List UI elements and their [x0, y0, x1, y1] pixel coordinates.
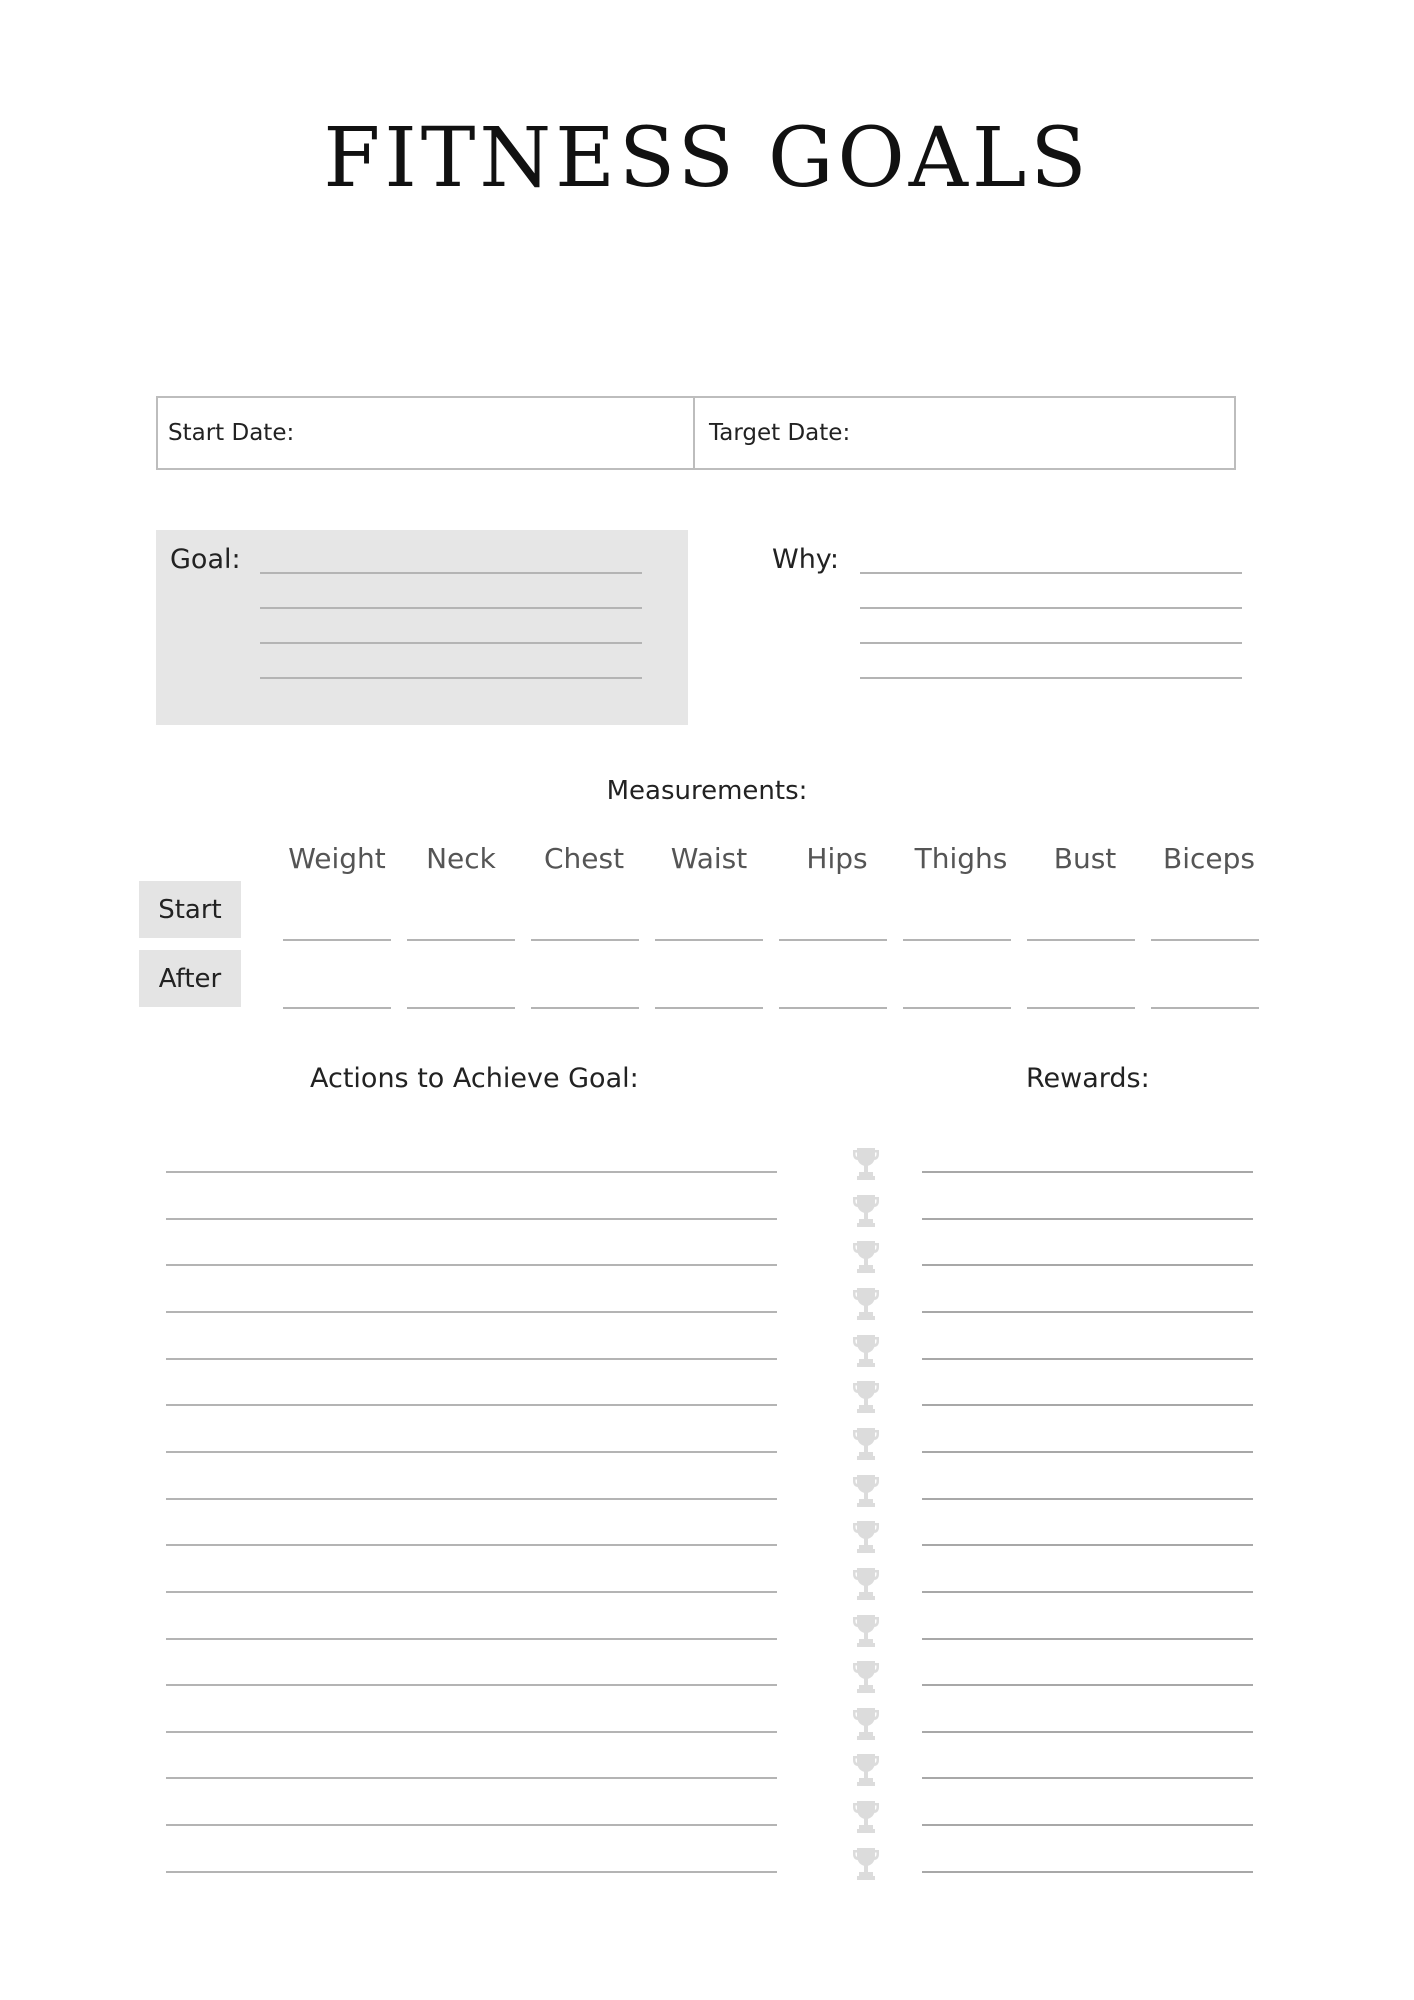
why-line[interactable]: [860, 572, 1242, 574]
action-line[interactable]: [166, 1498, 777, 1500]
measurement-column-header: Hips: [806, 842, 868, 875]
trophy-icon: [852, 1239, 880, 1275]
measurement-row-start: Start: [139, 881, 241, 938]
actions-title: Actions to Achieve Goal:: [310, 1063, 639, 1094]
start-measurement-input[interactable]: [407, 939, 515, 941]
start-date-label: Start Date:: [168, 420, 295, 446]
start-date-field[interactable]: [158, 398, 693, 468]
goal-line[interactable]: [260, 642, 642, 644]
trophy-icon: [852, 1846, 880, 1882]
action-line[interactable]: [166, 1358, 777, 1360]
why-line[interactable]: [860, 607, 1242, 609]
after-measurement-input[interactable]: [903, 1007, 1011, 1009]
action-line[interactable]: [166, 1311, 777, 1313]
trophy-icon: [852, 1706, 880, 1742]
goal-line[interactable]: [260, 677, 642, 679]
measurement-column-header: Chest: [543, 842, 625, 875]
action-line[interactable]: [166, 1684, 777, 1686]
trophy-icon: [852, 1519, 880, 1555]
start-measurement-input[interactable]: [779, 939, 887, 941]
action-line[interactable]: [166, 1871, 777, 1873]
trophy-icon: [852, 1752, 880, 1788]
start-measurement-input[interactable]: [283, 939, 391, 941]
after-measurement-input[interactable]: [407, 1007, 515, 1009]
reward-line[interactable]: [922, 1311, 1253, 1313]
after-measurement-input[interactable]: [779, 1007, 887, 1009]
trophy-icon: [852, 1566, 880, 1602]
after-measurement-input[interactable]: [1027, 1007, 1135, 1009]
trophy-icon: [852, 1659, 880, 1695]
measurement-column-header: Thighs: [914, 842, 1008, 875]
trophy-icon: [852, 1379, 880, 1415]
measurement-column-header: Waist: [670, 842, 748, 875]
reward-line[interactable]: [922, 1264, 1253, 1266]
start-measurement-input[interactable]: [1027, 939, 1135, 941]
why-label: Why:: [772, 544, 839, 575]
trophy-icon: [852, 1146, 880, 1182]
goal-line[interactable]: [260, 607, 642, 609]
start-measurement-input[interactable]: [655, 939, 763, 941]
reward-line[interactable]: [922, 1218, 1253, 1220]
trophy-icon: [852, 1799, 880, 1835]
action-line[interactable]: [166, 1451, 777, 1453]
after-measurement-input[interactable]: [1151, 1007, 1259, 1009]
date-box: [156, 396, 1236, 470]
start-measurement-input[interactable]: [1151, 939, 1259, 941]
measurement-column-header: Bust: [1053, 842, 1117, 875]
trophy-icon: [852, 1286, 880, 1322]
trophy-icon: [852, 1333, 880, 1369]
trophy-icon: [852, 1193, 880, 1229]
action-line[interactable]: [166, 1218, 777, 1220]
why-line[interactable]: [860, 642, 1242, 644]
reward-line[interactable]: [922, 1451, 1253, 1453]
reward-line[interactable]: [922, 1591, 1253, 1593]
after-measurement-input[interactable]: [655, 1007, 763, 1009]
reward-line[interactable]: [922, 1358, 1253, 1360]
target-date-label: Target Date:: [709, 420, 851, 446]
goal-line[interactable]: [260, 572, 642, 574]
action-line[interactable]: [166, 1171, 777, 1173]
goal-label: Goal:: [170, 544, 241, 575]
action-line[interactable]: [166, 1777, 777, 1779]
trophy-icon: [852, 1473, 880, 1509]
measurement-column-header: Biceps: [1163, 842, 1255, 875]
measurement-column-header: Weight: [288, 842, 386, 875]
start-measurement-input[interactable]: [903, 939, 1011, 941]
measurement-row-after: After: [139, 950, 241, 1007]
reward-line[interactable]: [922, 1731, 1253, 1733]
measurement-column-header: Neck: [426, 842, 496, 875]
action-line[interactable]: [166, 1731, 777, 1733]
trophy-icon: [852, 1426, 880, 1462]
why-line[interactable]: [860, 677, 1242, 679]
action-line[interactable]: [166, 1544, 777, 1546]
action-line[interactable]: [166, 1638, 777, 1640]
reward-line[interactable]: [922, 1638, 1253, 1640]
reward-line[interactable]: [922, 1171, 1253, 1173]
target-date-field[interactable]: [693, 398, 1234, 468]
action-line[interactable]: [166, 1824, 777, 1826]
after-measurement-input[interactable]: [531, 1007, 639, 1009]
reward-line[interactable]: [922, 1777, 1253, 1779]
page-title: FITNESS GOALS: [323, 111, 1091, 206]
start-measurement-input[interactable]: [531, 939, 639, 941]
after-measurement-input[interactable]: [283, 1007, 391, 1009]
measurements-title: Measurements:: [606, 776, 808, 806]
reward-line[interactable]: [922, 1544, 1253, 1546]
reward-line[interactable]: [922, 1824, 1253, 1826]
action-line[interactable]: [166, 1264, 777, 1266]
reward-line[interactable]: [922, 1404, 1253, 1406]
reward-line[interactable]: [922, 1498, 1253, 1500]
rewards-title: Rewards:: [1026, 1063, 1150, 1094]
reward-line[interactable]: [922, 1684, 1253, 1686]
action-line[interactable]: [166, 1404, 777, 1406]
action-line[interactable]: [166, 1591, 777, 1593]
reward-line[interactable]: [922, 1871, 1253, 1873]
trophy-icon: [852, 1613, 880, 1649]
